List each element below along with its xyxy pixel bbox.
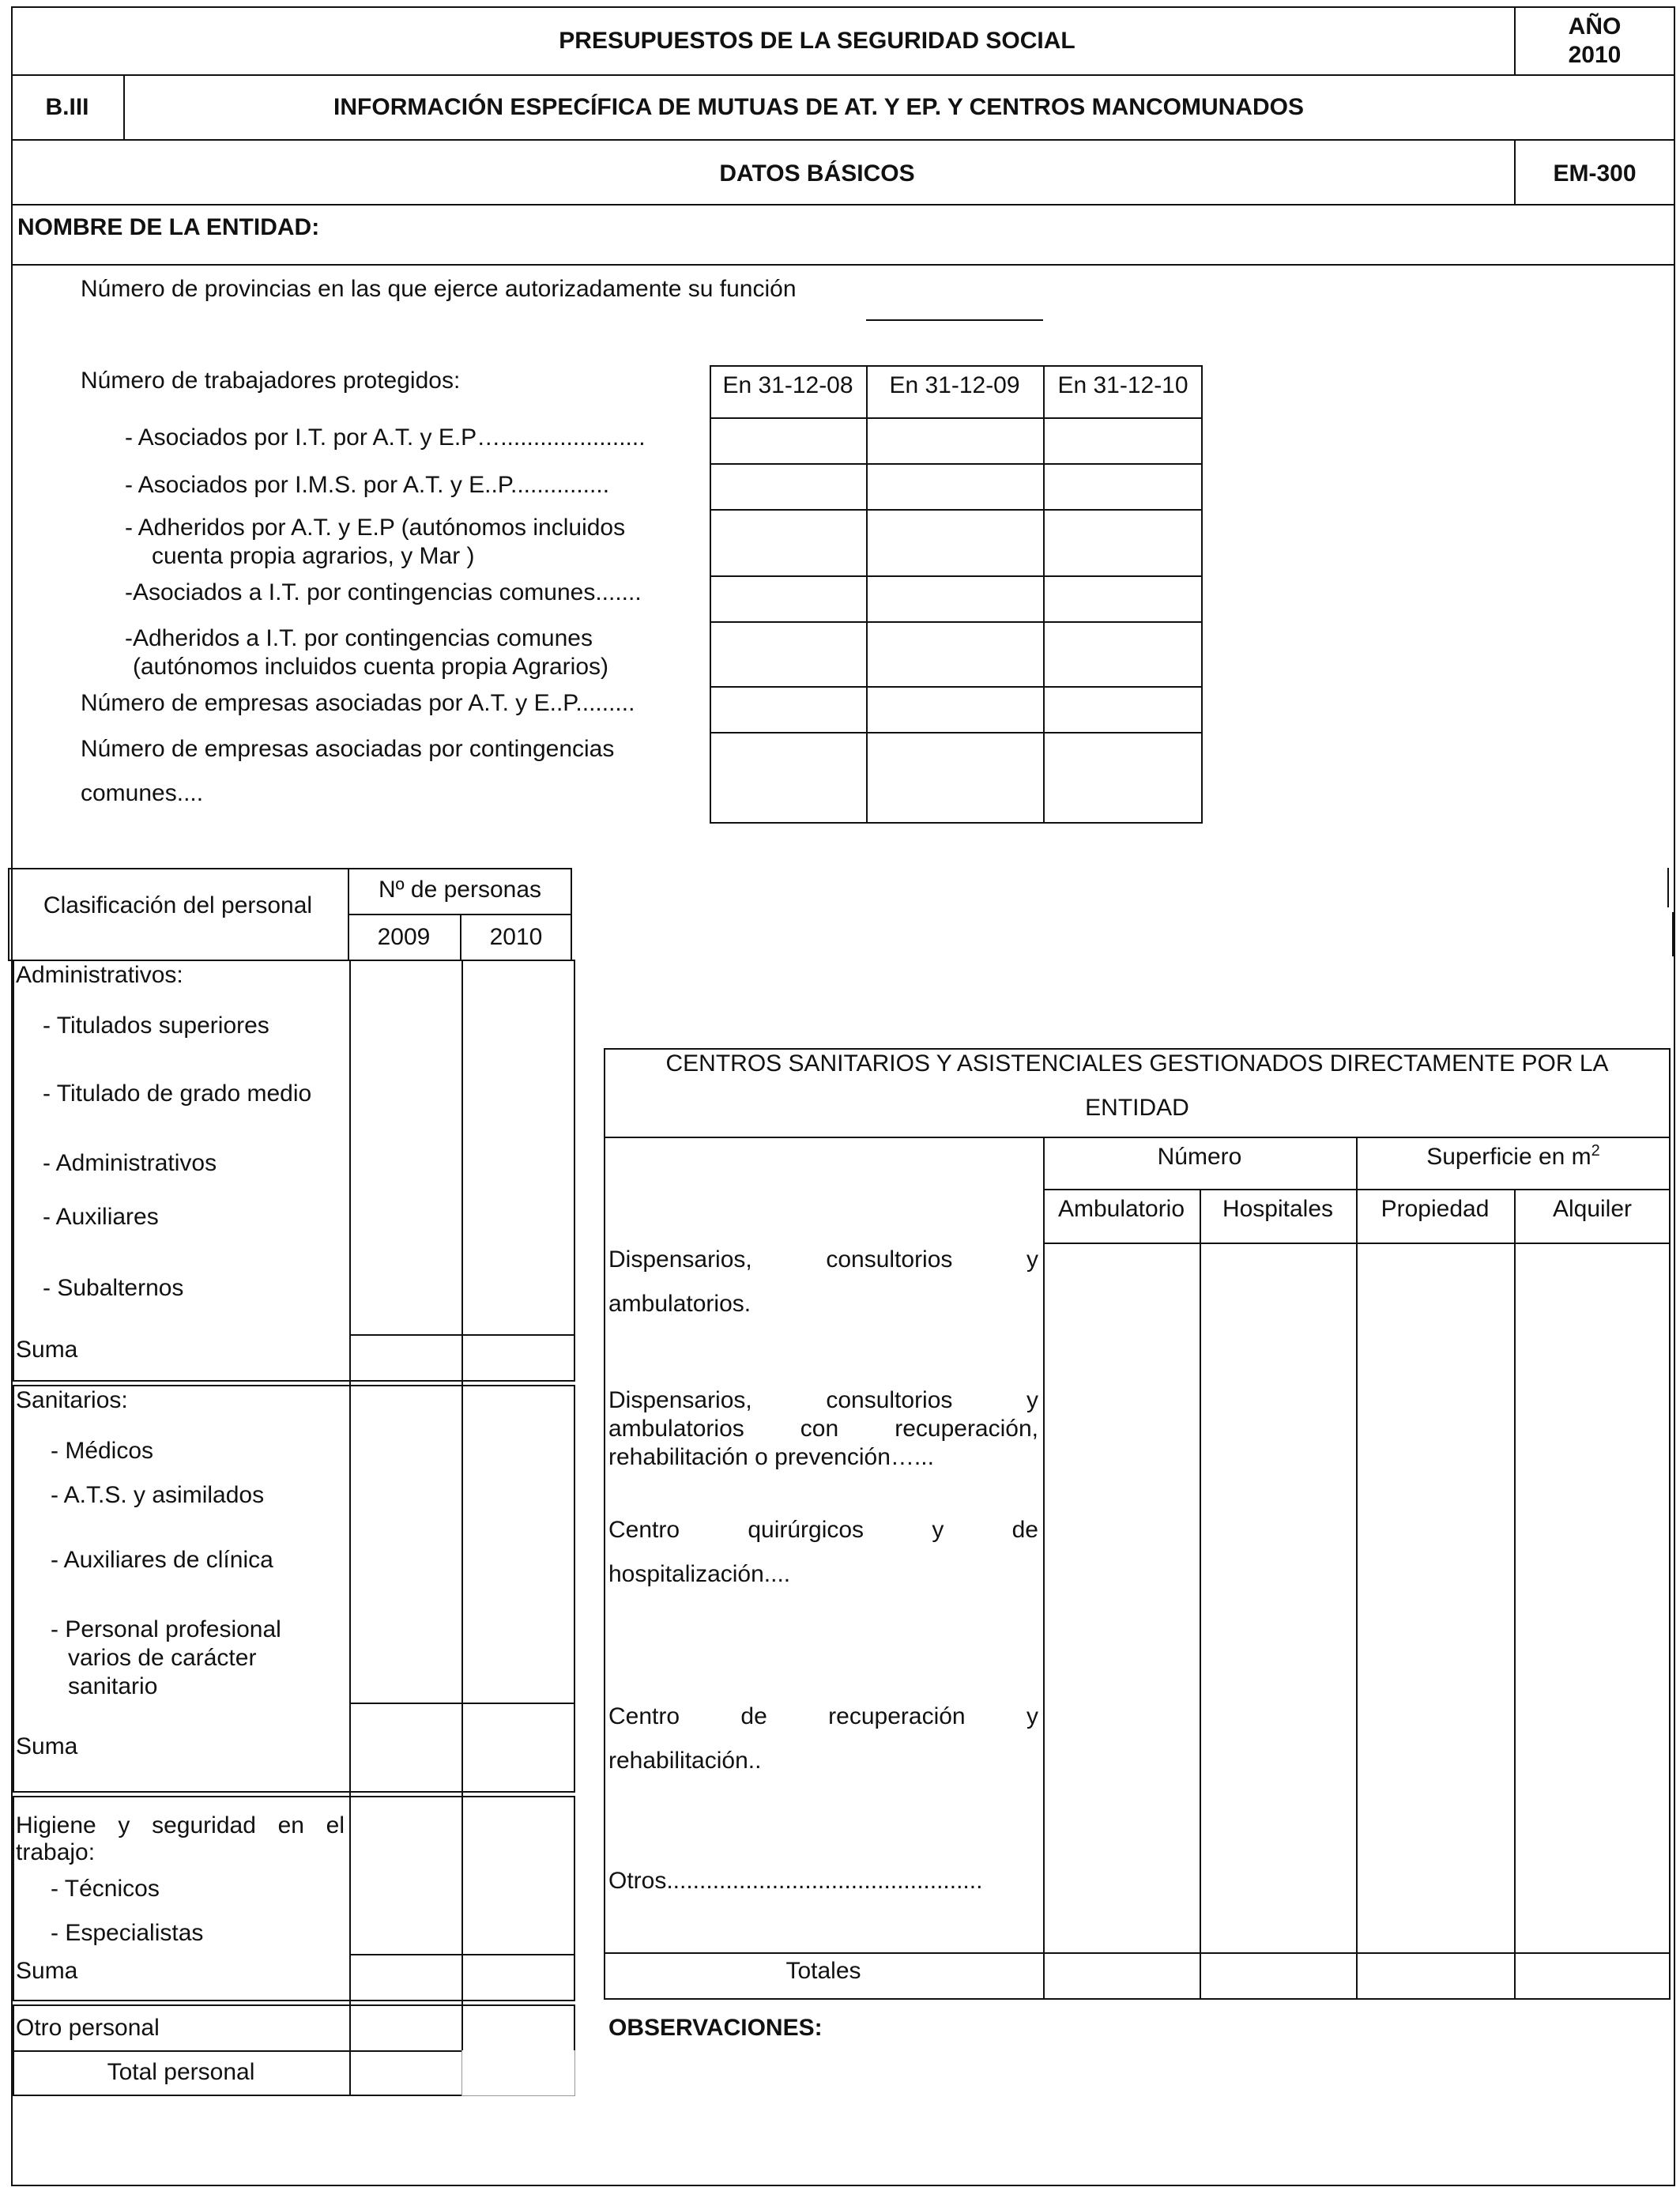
hyg-item: - Técnicos (51, 1876, 160, 1902)
other-personnel-label: Otro personal (16, 2015, 160, 2041)
observations-label: OBSERVACIONES: (608, 2015, 823, 2041)
col-propiedad: Propiedad (1381, 1196, 1490, 1222)
totals-label: Totales (785, 1958, 861, 1984)
center-row-label-cont: rehabilitación o prevención…... (608, 1444, 934, 1470)
row-label: Número de empresas asociadas por A.T. y E..P......... (81, 690, 635, 716)
col-alquiler: Alquiler (1552, 1196, 1633, 1222)
entity-name-label: NOMBRE DE LA ENTIDAD: (17, 214, 320, 240)
col-hospitales: Hospitales (1222, 1196, 1334, 1222)
superficie-text: Superficie en m (1426, 1144, 1591, 1170)
hyg-sum-label: Suma (16, 1958, 78, 1984)
san-item: - A.T.S. y asimilados (51, 1482, 265, 1508)
provinces-input-line[interactable] (866, 319, 1043, 321)
san-item: varios de carácter (68, 1645, 257, 1671)
admin-sum-label: Suma (16, 1337, 78, 1363)
hyg-title-cont: trabajo: (16, 1839, 96, 1865)
row-label: cuenta propia agrarios, y Mar ) (152, 543, 475, 569)
row-label: comunes.... (81, 780, 204, 806)
section-code: B.III (45, 94, 89, 120)
row-label: (autónomos incluidos cuenta propia Agrarios) (133, 654, 609, 680)
row-label: Número de empresas asociadas por contingencias (81, 736, 615, 762)
admin-item: - Titulados superiores (43, 1013, 269, 1039)
hyg-item: - Especialistas (51, 1920, 204, 1946)
form-code: EM-300 (1553, 160, 1637, 187)
admin-item: - Titulado de grado medio (43, 1080, 312, 1107)
row-label: - Adheridos por A.T. y E.P (autónomos incluidos (125, 515, 626, 541)
center-row-label-cont: hospitalización.... (608, 1561, 791, 1587)
san-item: - Auxiliares de clínica (51, 1547, 273, 1573)
year-2009-header: 2009 (377, 924, 431, 950)
total-personnel-label: Total personal (107, 2059, 255, 2085)
san-title: Sanitarios: (16, 1387, 128, 1413)
row-label: -Asociados a I.T. por contingencias comunes....... (125, 579, 642, 605)
admin-title: Administrativos: (16, 962, 183, 988)
center-row-label-cont: rehabilitación.. (608, 1748, 762, 1774)
san-item: - Personal profesional (51, 1616, 281, 1642)
center-row-label: Centro quirúrgicos y de (608, 1517, 1038, 1543)
year-2010-header: 2010 (489, 924, 543, 950)
col-header-2009: En 31-12-09 (889, 372, 1020, 398)
san-item: - Médicos (51, 1438, 154, 1464)
san-item: sanitario (68, 1673, 158, 1699)
numero-header: Número (1157, 1144, 1242, 1170)
provinces-label: Número de provincias en las que ejerce autorizadamente su función (81, 276, 797, 302)
center-row-label: Dispensarios, consultorios y (608, 1387, 1038, 1413)
center-row-label-cont: ambulatorios. (608, 1291, 751, 1317)
col-header-2010: En 31-12-10 (1057, 372, 1188, 398)
year-value: 2010 (1568, 42, 1622, 68)
hyg-title: Higiene y seguridad en el (16, 1812, 345, 1838)
san-sum-label: Suma (16, 1733, 78, 1759)
superficie-exponent: 2 (1591, 1142, 1600, 1160)
centers-title-cont: ENTIDAD (1085, 1095, 1189, 1121)
col-header-2008: En 31-12-08 (722, 372, 853, 398)
admin-item: - Subalternos (43, 1275, 184, 1301)
centers-title: CENTROS SANITARIOS Y ASISTENCIALES GESTIONADOS DIRECTAMENTE POR LA (665, 1050, 1609, 1077)
admin-item: - Administrativos (43, 1150, 217, 1176)
persons-count-header: Nº de personas (378, 877, 542, 903)
year-label: AÑO (1568, 13, 1622, 40)
workers-label: Número de trabajadores protegidos: (81, 368, 461, 394)
row-label: -Adheridos a I.T. por contingencias comunes (125, 625, 593, 651)
page-title: PRESUPUESTOS DE LA SEGURIDAD SOCIAL (559, 28, 1075, 54)
section-title: INFORMACIÓN ESPECÍFICA DE MUTUAS DE AT. Y EP. Y CENTROS MANCOMUNADOS (333, 94, 1304, 120)
superficie-header (1356, 1143, 1671, 1171)
row-label: - Asociados por I.M.S. por A.T. y E..P............... (125, 472, 610, 498)
row-label: - Asociados por I.T. por A.T. y E.P…...................... (125, 424, 646, 451)
admin-item: - Auxiliares (43, 1204, 159, 1230)
workers-table (710, 365, 1203, 824)
col-ambulatorio: Ambulatorio (1057, 1196, 1185, 1222)
center-row-label: Centro de recuperación y (608, 1703, 1038, 1729)
center-row-label: Dispensarios, consultorios y (608, 1246, 1038, 1273)
center-row-label-cont: ambulatorios con recuperación, (608, 1416, 1038, 1442)
center-row-label: Otros................................................ (608, 1868, 983, 1894)
subtitle: DATOS BÁSICOS (719, 160, 915, 187)
personnel-class-header: Clasificación del personal (43, 892, 313, 918)
